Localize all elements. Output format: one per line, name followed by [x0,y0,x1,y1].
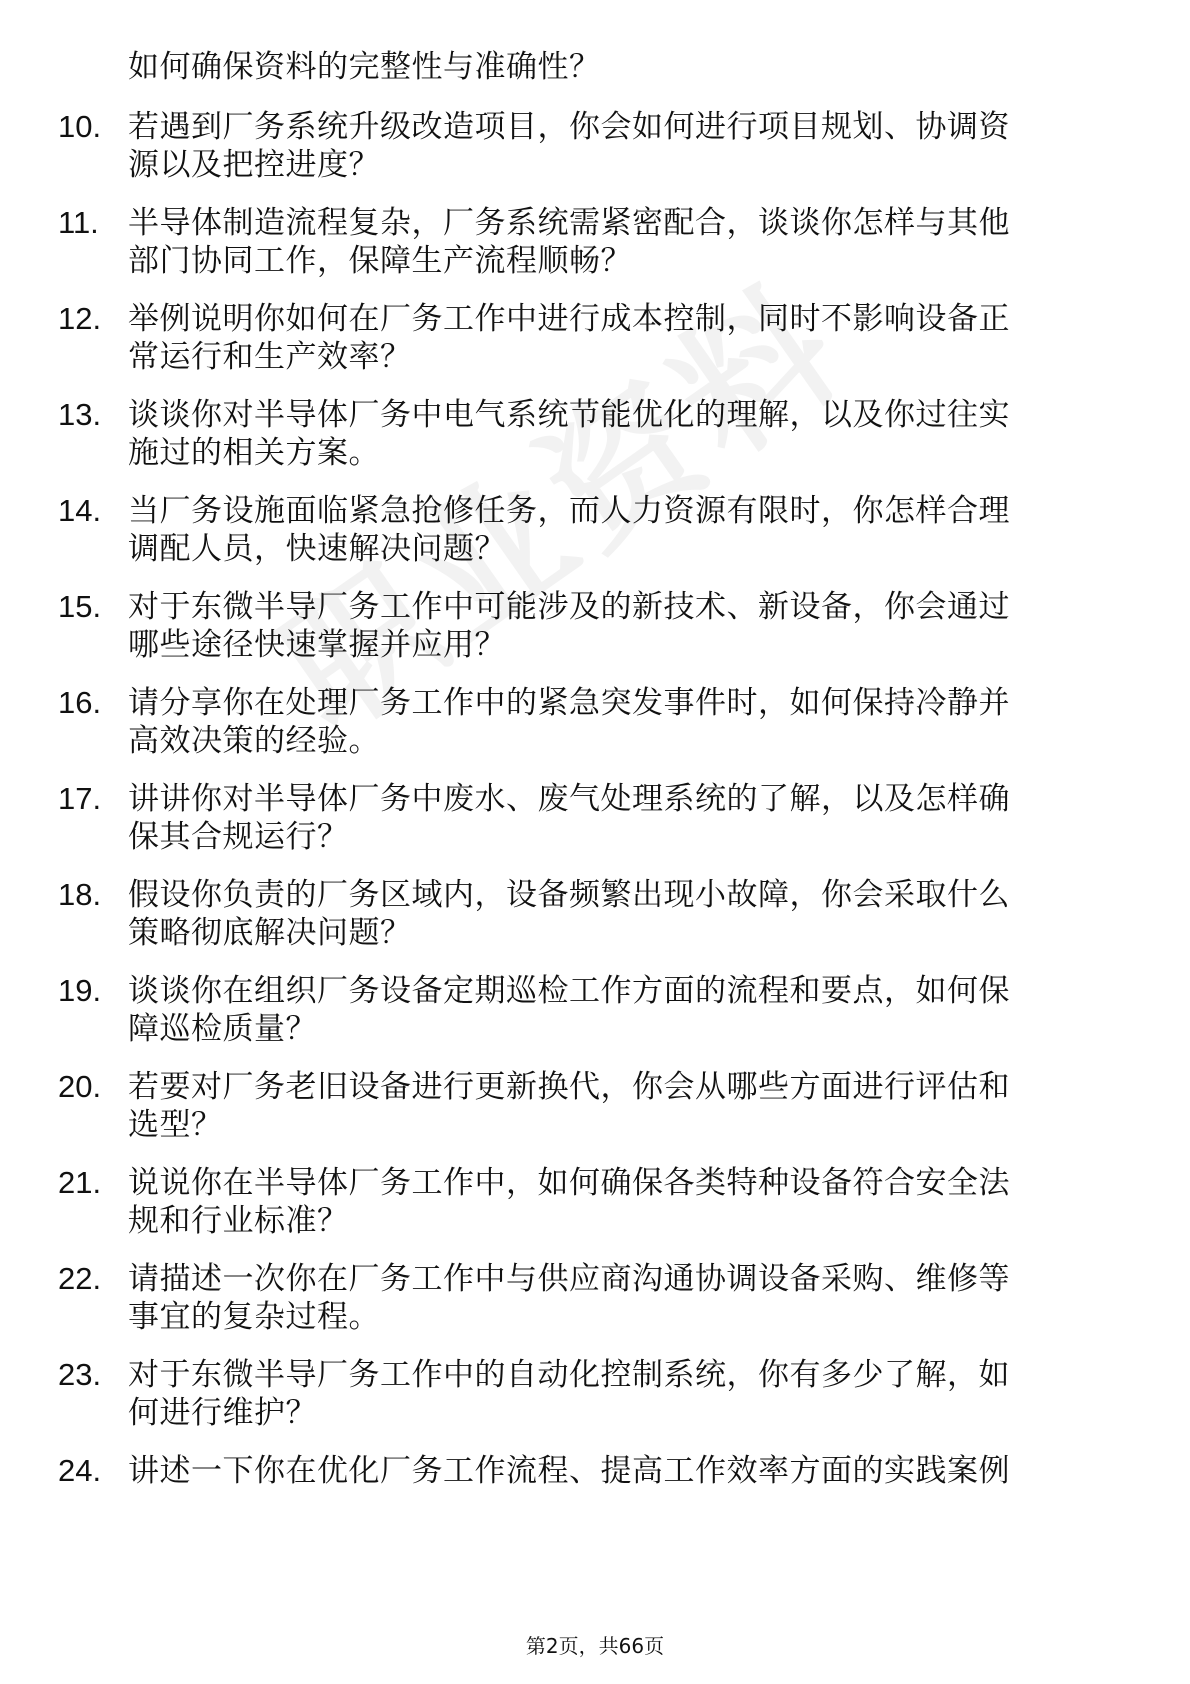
question-text [128,300,1108,376]
question-line: 何进行维护？ [128,1395,317,1431]
question-number: 10. [58,109,102,144]
question-line: 若要对厂务老旧设备进行更新换代，你会从哪些方面进行评估和 [128,1069,1010,1105]
question-number: 19. [58,973,102,1008]
question-text [128,588,1108,664]
question-number: 16. [58,685,102,720]
question-text [128,684,1108,760]
question-number: 14. [58,493,102,528]
question-number: 23. [58,1357,102,1392]
question-line: 对于东微半导厂务工作中的自动化控制系统，你有多少了解，如 [128,1357,1010,1393]
question-text [128,972,1108,1048]
question-number: 22. [58,1261,102,1296]
question-line: 障巡检质量？ [128,1011,317,1047]
question-line: 施过的相关方案。 [128,435,380,471]
question-number: 12. [58,301,102,336]
page-footer: 第2页，共66页 [525,1634,665,1658]
question-text [128,1452,1108,1490]
question-line: 对于东微半导厂务工作中可能涉及的新技术、新设备，你会通过 [128,589,1010,625]
question-text [128,1356,1108,1432]
question-line: 举例说明你如何在厂务工作中进行成本控制，同时不影响设备正 [128,301,1010,337]
question-line: 调配人员，快速解决问题？ [128,531,506,567]
question-line: 讲述一下你在优化厂务工作流程、提高工作效率方面的实践案例 [128,1453,1010,1489]
question-text [128,396,1108,472]
question-line: 高效决策的经验。 [128,723,380,759]
question-line: 谈谈你在组织厂务设备定期巡检工作方面的流程和要点，如何保 [128,973,1010,1009]
question-text [128,48,1108,86]
question-text [128,1164,1108,1240]
question-number: 21. [58,1165,102,1200]
question-text [128,1068,1108,1144]
question-number: 11. [58,205,99,240]
question-line: 哪些途径快速掌握并应用？ [128,627,506,663]
question-line: 事宜的复杂过程。 [128,1299,380,1335]
question-text [128,108,1108,184]
question-number: 20. [58,1069,102,1104]
question-number: 24. [58,1453,102,1488]
question-number: 17. [58,781,102,816]
question-text [128,876,1108,952]
question-line: 说说你在半导体厂务工作中，如何确保各类特种设备符合安全法 [128,1165,1010,1201]
question-text [128,204,1108,280]
question-line: 如何确保资料的完整性与准确性？ [128,49,601,85]
question-text [128,492,1108,568]
question-line: 选型？ [128,1107,223,1143]
question-line: 请分享你在处理厂务工作中的紧急突发事件时，如何保持冷静并 [128,685,1010,721]
question-number: 18. [58,877,102,912]
question-line: 请描述一次你在厂务工作中与供应商沟通协调设备采购、维修等 [128,1261,1010,1297]
question-text [128,780,1108,856]
question-line: 保其合规运行？ [128,819,349,855]
question-line: 策略彻底解决问题？ [128,915,412,951]
question-line: 讲讲你对半导体厂务中废水、废气处理系统的了解，以及怎样确 [128,781,1010,817]
question-line: 半导体制造流程复杂，厂务系统需紧密配合，谈谈你怎样与其他 [128,205,1010,241]
question-line: 常运行和生产效率？ [128,339,412,375]
question-number: 13. [58,397,102,432]
question-number: 15. [58,589,102,624]
question-line: 源以及把控进度？ [128,147,380,183]
question-line: 当厂务设施面临紧急抢修任务，而人力资源有限时，你怎样合理 [128,493,1010,529]
question-line: 假设你负责的厂务区域内，设备频繁出现小故障，你会采取什么 [128,877,1010,913]
question-line: 部门协同工作，保障生产流程顺畅？ [128,243,632,279]
question-line: 规和行业标准？ [128,1203,349,1239]
question-line: 谈谈你对半导体厂务中电气系统节能优化的理解，以及你过往实 [128,397,1010,433]
question-text [128,1260,1108,1336]
question-line: 若遇到厂务系统升级改造项目，你会如何进行项目规划、协调资 [128,109,1010,145]
